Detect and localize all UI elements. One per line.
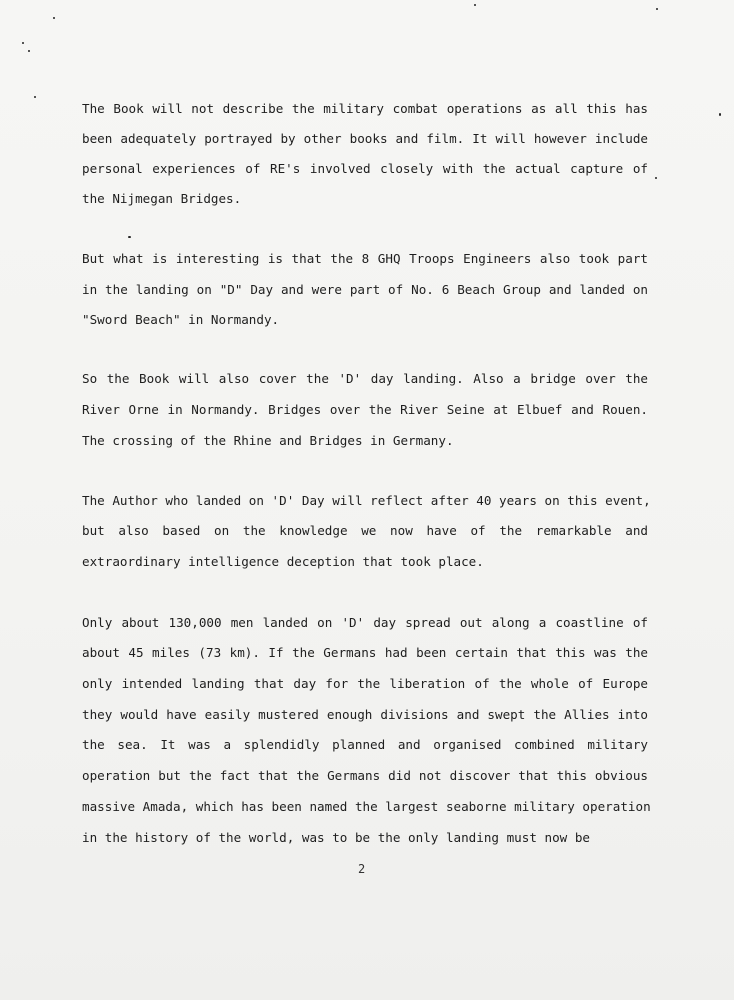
paragraph-5-line-4: they would have easily mustered enough divisions and swept the Allies into (82, 707, 648, 722)
scan-speck (656, 8, 658, 10)
scan-speck (28, 50, 30, 52)
paragraph-5-line-7: massive Amada, which has been named the largest seaborne military operation (82, 799, 651, 814)
page-number: 2 (358, 862, 366, 876)
paragraph-5-line-3: only intended landing that day for the liberation of the whole of Europe (82, 676, 648, 691)
paragraph-5-line-2: about 45 miles (73 km). If the Germans had been certain that this was the (82, 645, 648, 660)
paragraph-3-line-1: So the Book will also cover the 'D' day landing. Also a bridge over the (82, 371, 648, 386)
paragraph-5-line-8: in the history of the world, was to be the only landing must now be (82, 830, 590, 845)
paragraph-2-line-3: "Sword Beach" in Normandy. (82, 312, 280, 327)
scan-speck (34, 96, 36, 98)
paragraph-5-line-1: Only about 130,000 men landed on 'D' day spread out along a coastline of (82, 615, 648, 630)
paragraph-1-line-1: The Book will not describe the military combat operations as all this has (82, 101, 648, 116)
paragraph-3-line-3: The crossing of the Rhine and Bridges in Germany. (82, 433, 454, 448)
scan-speck (474, 4, 476, 6)
paragraph-5-line-6: operation but the fact that the Germans did not discover that this obvious (82, 768, 648, 783)
scan-speck (128, 236, 131, 238)
paragraph-5-line-5: the sea. It was a splendidly planned and organised combined military (82, 737, 648, 752)
paragraph-2-line-2: in the landing on "D" Day and were part of No. 6 Beach Group and landed on (82, 282, 648, 297)
paragraph-4-line-2: but also based on the knowledge we now have of the remarkable and (82, 523, 648, 538)
scan-speck (53, 17, 55, 19)
paragraph-4-line-3: extraordinary intelligence deception that took place. (82, 554, 484, 569)
paragraph-2-line-1: But what is interesting is that the 8 GHQ Troops Engineers also took part (82, 251, 648, 266)
scan-speck (719, 113, 721, 116)
paragraph-1-line-3: personal experiences of RE's involved closely with the actual capture of (82, 161, 648, 176)
paragraph-3-line-2: River Orne in Normandy. Bridges over the River Seine at Elbuef and Rouen. (82, 402, 648, 417)
scan-speck (655, 177, 657, 179)
paragraph-4-line-1: The Author who landed on 'D' Day will reflect after 40 years on this event, (82, 493, 651, 508)
paragraph-1-line-2: been adequately portrayed by other books and film. It will however include (82, 131, 648, 146)
scan-speck (22, 42, 24, 44)
paragraph-1-line-4: the Nijmegan Bridges. (82, 191, 242, 206)
